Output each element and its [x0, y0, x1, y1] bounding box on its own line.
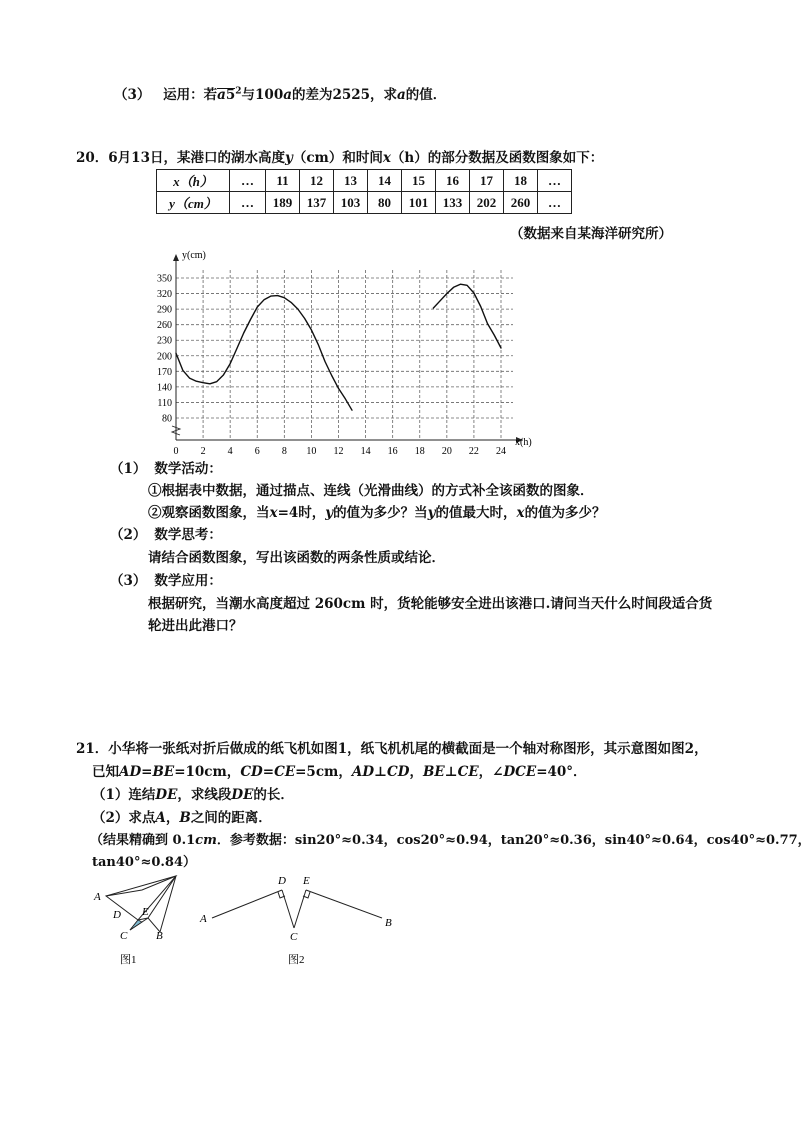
q20-part2-text: 请结合函数图象，写出该函数的两条性质或结论． — [148, 550, 445, 566]
q21-note-line1: （结果精确到 0.1cm．参考数据：sin20°≈0.34，cos20°≈0.94，tan20°≈0.36，sin40°≈0.64，cos40°≈0.77， — [90, 833, 811, 848]
series-line-segment-1 — [176, 296, 352, 411]
table-row: y（cm） … 189 137 103 80 101 133 202 260 … — [157, 192, 572, 214]
x-tick-label: 12 — [333, 446, 344, 457]
fig2-label-d: D — [278, 875, 286, 887]
q19-part3: （3） 运用：若 $a5^2$与100a的差为2525，求a的值． — [114, 86, 447, 103]
x-tick-label: 24 — [496, 446, 506, 457]
table-header-y: y（cm） — [157, 192, 230, 214]
y-tick-label: 320 — [157, 289, 172, 301]
q20-part1-heading: （1） 数学活动： — [110, 461, 222, 477]
y-tick-label: 110 — [157, 397, 172, 409]
q21-note-line2: tan40°≈0.84） — [92, 855, 197, 870]
fig2-label-b: B — [385, 917, 392, 929]
y-tick-label: 350 — [157, 273, 172, 285]
x-tick-label: 0 — [173, 446, 179, 457]
x-tick-label: 18 — [414, 446, 425, 457]
y-axis-arrow — [173, 254, 179, 261]
figure-2-schematic — [196, 866, 406, 966]
q21-line1: 21．小华将一张纸对折后做成的纸飞机如图1，纸飞机机尾的横截面是一个轴对称图形，其示意图如图2， — [76, 741, 708, 757]
y-tick-label: 290 — [157, 304, 172, 316]
q20-intro: 20．6月13日，某港口的湖水高度y（cm）和时间x（h）的部分数据及函数图象如下： — [76, 150, 604, 166]
q21-part1: （1）连结DE，求线段DE的长． — [92, 787, 294, 803]
x-tick-label: 22 — [468, 446, 479, 457]
q20-part1-item2: ②观察函数图象，当x=4时，y的值为多少？当y的值最大时，x的值为多少？ — [148, 505, 606, 521]
x-tick-label: 8 — [281, 446, 287, 457]
fig1-label-b: B — [156, 930, 163, 942]
q21-line2: 已知AD=BE=10cm，CD=CE=5cm，AD⊥CD，BE⊥CE，∠DCE=40°． — [92, 764, 587, 780]
table-header-x: x（h） — [157, 170, 230, 192]
y-tick-label: 80 — [162, 413, 172, 425]
y-tick-label: 170 — [157, 366, 172, 378]
x-tick-label: 4 — [227, 446, 233, 457]
x-tick-label: 6 — [254, 446, 260, 457]
segment-ad — [212, 890, 282, 918]
fig1-label-c: C — [120, 930, 128, 942]
fig2-caption: 图2 — [288, 954, 305, 966]
segment-eb — [306, 890, 382, 918]
y-tick-label: 260 — [157, 320, 172, 332]
y-tick-label: 230 — [157, 335, 172, 347]
x-tick-label: 10 — [306, 446, 317, 457]
q20-data-table — [156, 169, 572, 214]
fig1-caption: 图1 — [120, 954, 137, 966]
q20-part2-heading: （2） 数学思考： — [110, 527, 222, 543]
q21-part2: （2）求点A，B之间的距离． — [92, 810, 272, 826]
x-tick-label: 16 — [387, 446, 398, 457]
fig1-label-a: A — [94, 891, 101, 903]
q20-part1-item1: ①根据表中数据，通过描点、连线（光滑曲线）的方式补全该函数的图象． — [148, 483, 594, 499]
tail-cross-section-fill — [130, 920, 142, 930]
q20-part3-heading: （3） 数学应用： — [110, 573, 222, 589]
fig1-label-d: D — [113, 909, 121, 921]
x-tick-label: 14 — [360, 446, 371, 457]
y-tick-label: 200 — [157, 351, 172, 363]
figure-1-paper-airplane — [90, 866, 200, 966]
q20-part3-line2: 轮进出此港口？ — [148, 618, 243, 634]
segment-dc — [282, 890, 294, 928]
q20-part3-line1: 根据研究，当潮水高度超过 260cm 时，货轮能够安全进出该港口.请问当天什么时间段适合货 — [148, 596, 713, 612]
y-tick-label: 140 — [157, 382, 172, 394]
tide-chart — [150, 240, 530, 455]
segment-ce — [294, 890, 306, 928]
fig2-label-e: E — [303, 875, 310, 887]
y-axis-break — [172, 426, 180, 435]
fig2-label-a: A — [200, 913, 207, 925]
x-tick-label: 20 — [441, 446, 452, 457]
x-axis-label: x(h) — [515, 437, 532, 448]
fig1-label-e: E — [142, 906, 149, 918]
x-tick-label: 2 — [200, 446, 206, 457]
fig2-label-c: C — [290, 931, 298, 943]
data-source-note: （数据来自某海洋研究所） — [510, 226, 672, 242]
y-axis-label: y(cm) — [182, 250, 206, 261]
table-row: x（h） … 11 12 13 14 15 16 17 18 … — [157, 170, 572, 192]
